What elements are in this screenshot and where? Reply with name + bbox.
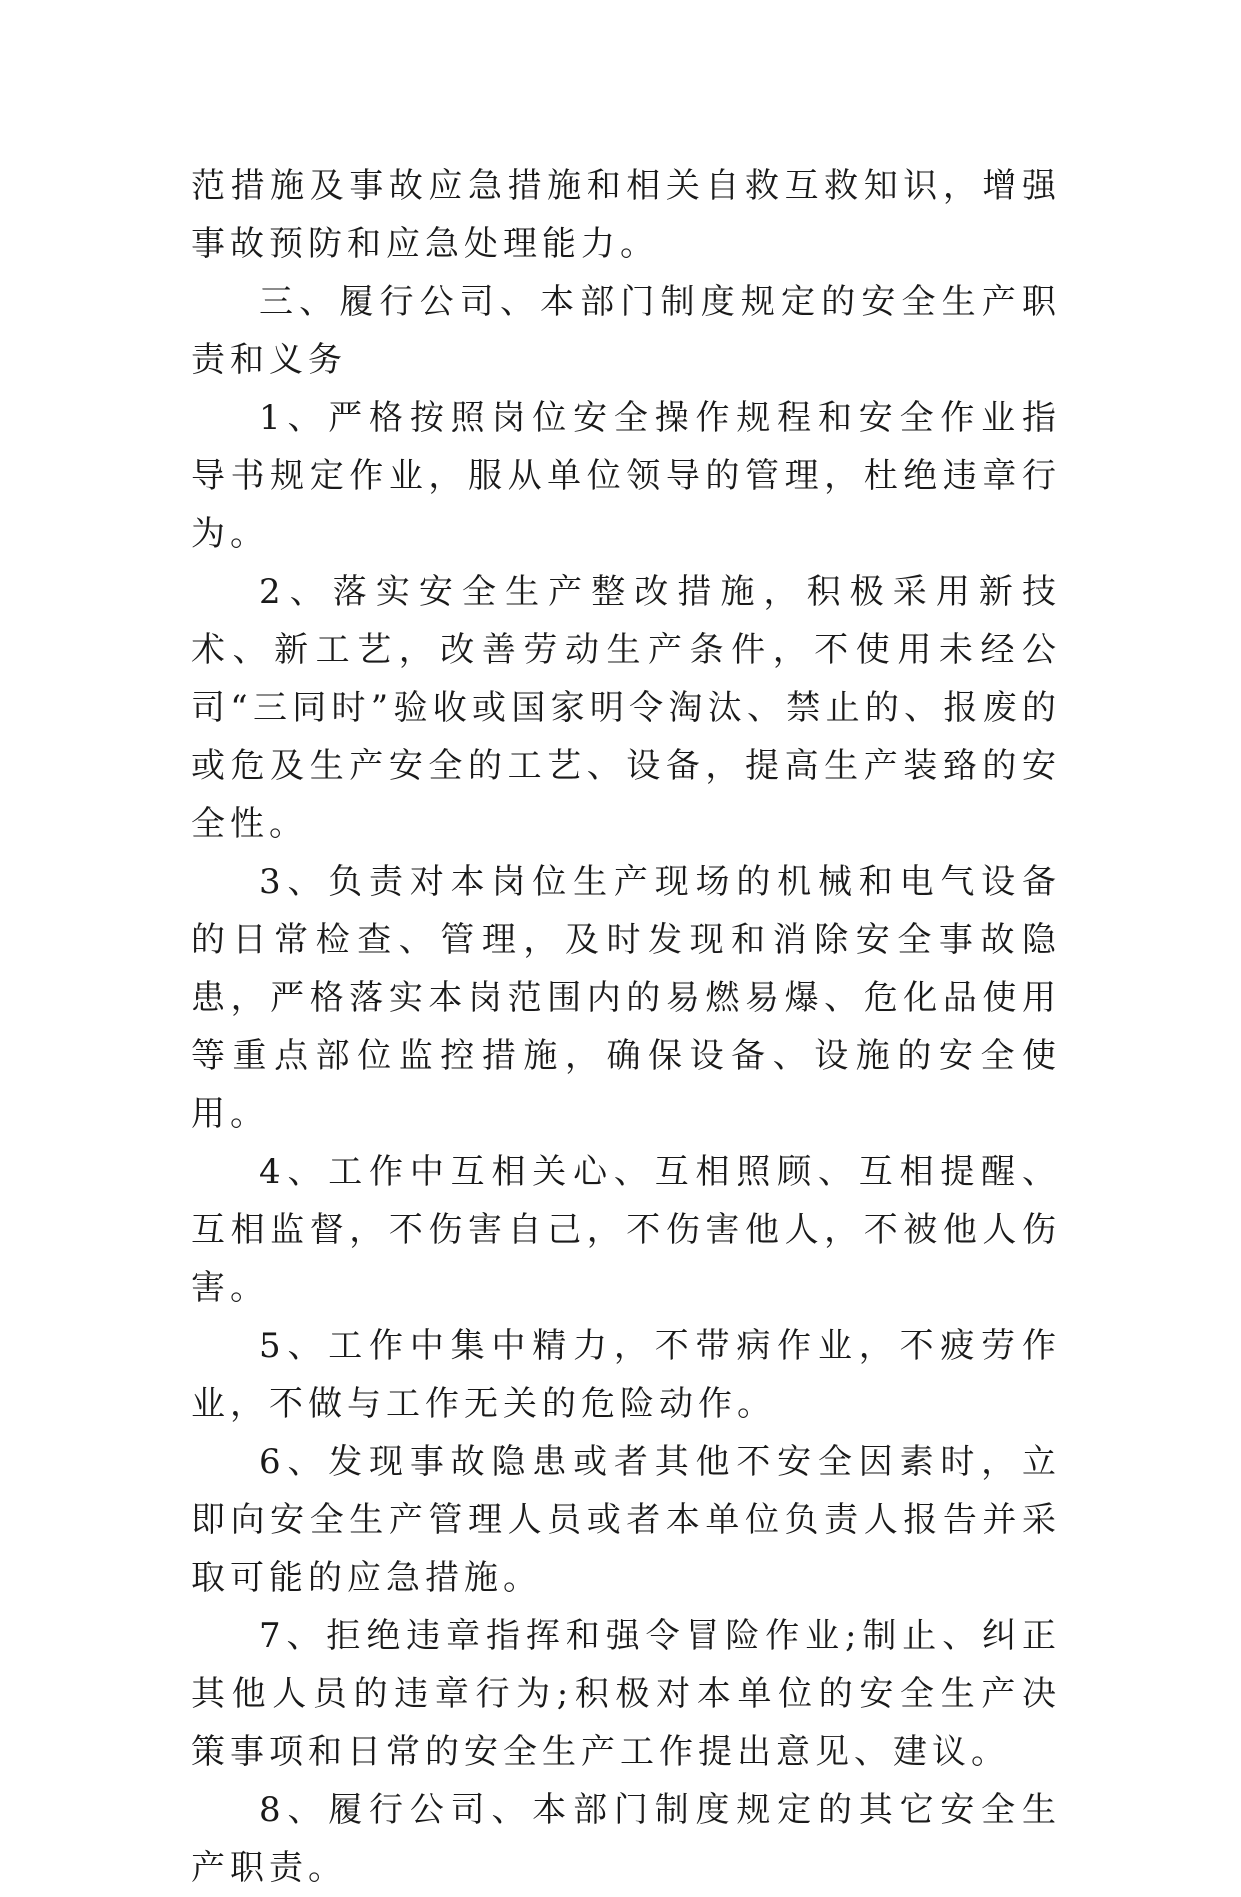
paragraph-item-5: 5、工作中集中精力，不带病作业，不疲劳作业，不做与工作无关的危险动作。 — [191, 1326, 1061, 1424]
paragraph-continuation: 范措施及事故应急措施和相关自救互救知识，增强事故预防和应急处理能力。 — [191, 166, 1061, 264]
paragraph-item-7: 7、拒绝违章指挥和强令冒险作业;制止、纠正其他人员的违章行为;积极对本单位的安全生产决策事项和日常的安全生产工作提出意见、建议。 — [191, 1616, 1061, 1772]
paragraph-item-3: 3、负责对本岗位生产现场的机械和电气设备的日常检查、管理，及时发现和消除安全事故隐患，严格落实本岗范围内的易燃易爆、危化品使用等重点部位监控措施，确保设备、设施的安全使用。 — [191, 862, 1061, 1134]
document-body — [191, 157, 1061, 1897]
paragraph-item-1: 1、严格按照岗位安全操作规程和安全作业指导书规定作业，服从单位领导的管理，杜绝违章行为。 — [191, 398, 1061, 554]
paragraph-item-4: 4、工作中互相关心、互相照顾、互相提醒、互相监督，不伤害自己，不伤害他人，不被他人伤害。 — [191, 1152, 1061, 1308]
paragraph-item-6: 6、发现事故隐患或者其他不安全因素时，立即向安全生产管理人员或者本单位负责人报告并采取可能的应急措施。 — [191, 1442, 1061, 1598]
section-heading-three: 三、履行公司、本部门制度规定的安全生产职责和义务 — [191, 282, 1061, 380]
paragraph-item-8: 8、履行公司、本部门制度规定的其它安全生产职责。 — [191, 1790, 1061, 1888]
paragraph-item-2: 2、落实安全生产整改措施，积极采用新技术、新工艺，改善劳动生产条件，不使用未经公司“三同时”验收或国家明令淘汰、禁止的、报废的或危及生产安全的工艺、设备，提高生产装臵的安全性。 — [191, 572, 1061, 844]
